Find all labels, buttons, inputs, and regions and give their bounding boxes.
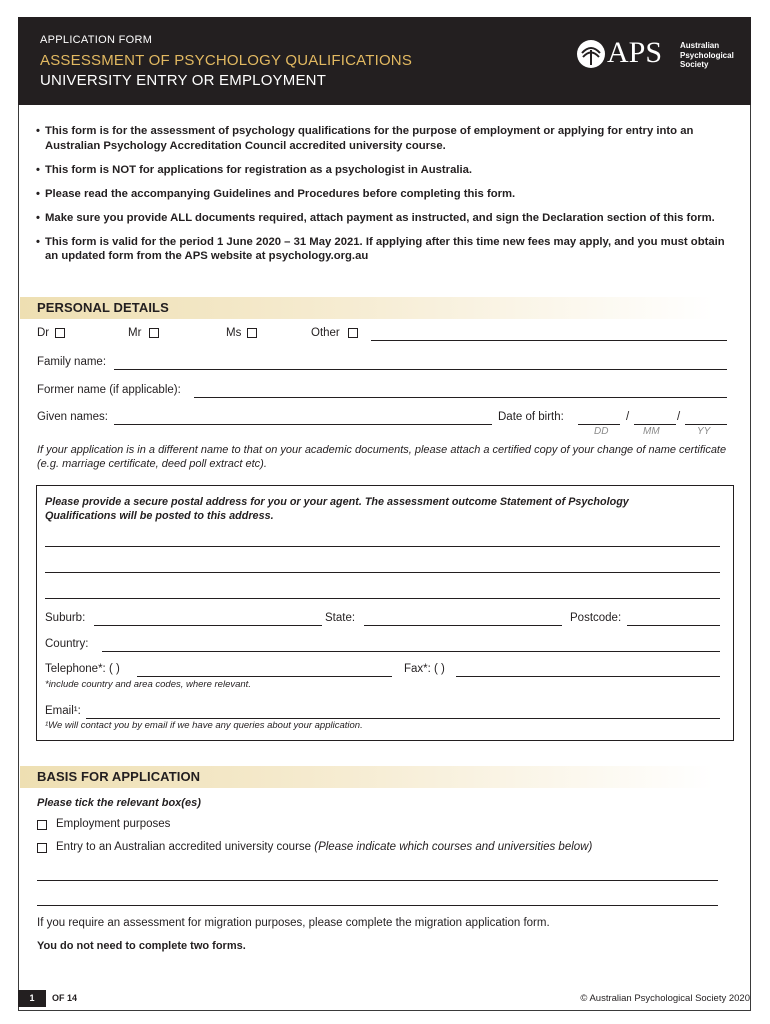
- address-line-1[interactable]: [45, 546, 720, 547]
- dob-year-field[interactable]: [685, 424, 727, 425]
- instruction-item: • Please read the accompanying Guidelines and Procedures before completing this form.: [36, 187, 516, 200]
- given-names-field[interactable]: [114, 424, 492, 425]
- title-other-checkbox[interactable]: [348, 328, 358, 338]
- migration-note: If you require an assessment for migration purposes, please complete the migration application form.: [37, 917, 550, 929]
- address-line-3[interactable]: [45, 598, 720, 599]
- form-title: ASSESSMENT OF PSYCHOLOGY QUALIFICATIONS: [40, 52, 413, 69]
- former-name-field[interactable]: [194, 397, 727, 398]
- former-name-label: Former name (if applicable):: [37, 384, 181, 396]
- title-mr-label: Mr: [128, 327, 142, 339]
- address-intro: Please provide a secure postal address for you or your agent. The assessment outcome Statement of Psychology Qualifications will be posted to this address.: [45, 496, 629, 522]
- title-dr-checkbox[interactable]: [55, 328, 65, 338]
- name-change-note: If your application is in a different name to that on your academic documents, please attach a certified copy of your change of name certificate (e.g. marriage certificate, deed poll extract etc).: [37, 444, 727, 470]
- title-ms-checkbox[interactable]: [247, 328, 257, 338]
- employment-checkbox[interactable]: [37, 820, 47, 830]
- no-two-forms-note: You do not need to complete two forms.: [37, 940, 246, 952]
- tick-instruction: Please tick the relevant box(es): [37, 797, 201, 809]
- aps-logo: [576, 37, 746, 73]
- page-number: 1: [18, 990, 46, 1007]
- section-basis-for-application: [20, 766, 750, 788]
- employment-label: Employment purposes: [56, 818, 171, 830]
- state-label: State:: [325, 612, 356, 624]
- form-type-label: APPLICATION FORM: [40, 34, 153, 46]
- dob-month-hint: MM: [643, 426, 660, 437]
- postal-address-box: [36, 485, 734, 741]
- suburb-field[interactable]: [94, 625, 322, 626]
- instruction-item: • This form is NOT for applications for registration as a psychologist in Australia.: [36, 163, 473, 176]
- form-subtitle: UNIVERSITY ENTRY OR EMPLOYMENT: [40, 72, 327, 89]
- address-line-2[interactable]: [45, 572, 720, 573]
- postcode-label: Postcode:: [570, 612, 622, 624]
- section-title: PERSONAL DETAILS: [37, 300, 169, 315]
- logo-subtext: Australian Psychological Society: [680, 41, 734, 69]
- phone-note: *include country and area codes, where relevant.: [45, 679, 251, 690]
- family-name-field[interactable]: [114, 369, 727, 370]
- postcode-field[interactable]: [627, 625, 720, 626]
- family-name-label: Family name:: [37, 356, 107, 368]
- title-mr-checkbox[interactable]: [149, 328, 159, 338]
- email-label: Email¹:: [45, 705, 81, 717]
- instruction-item: • Make sure you provide ALL documents required, attach payment as instructed, and sign the Declaration section of this form.: [36, 211, 715, 224]
- dob-year-hint: YY: [697, 426, 711, 437]
- suburb-label: Suburb:: [45, 612, 86, 624]
- given-names-label: Given names:: [37, 411, 108, 423]
- instructions-list: [36, 124, 736, 273]
- title-ms-label: Ms: [226, 327, 242, 339]
- country-label: Country:: [45, 638, 89, 650]
- courses-line-1[interactable]: [37, 880, 718, 881]
- dob-separator: /: [677, 411, 681, 423]
- fax-label: Fax*: ( ): [404, 663, 445, 675]
- page-total: OF 14: [52, 993, 78, 1003]
- dob-day-hint: DD: [594, 426, 609, 437]
- form-header: [18, 17, 751, 105]
- dob-month-field[interactable]: [634, 424, 676, 425]
- instruction-item: • This form is for the assessment of psychology qualifications for the purpose of employment or applying for entry into an Australian Psychology Accreditation Council accredited university course.: [36, 125, 694, 152]
- university-entry-checkbox[interactable]: [37, 843, 47, 853]
- title-other-field[interactable]: [371, 340, 727, 341]
- aps-emblem-icon: [576, 39, 606, 69]
- logo-wordmark: APS: [607, 36, 663, 69]
- copyright: © Australian Psychological Society 2020: [580, 993, 750, 1004]
- state-field[interactable]: [364, 625, 562, 626]
- dob-label: Date of birth:: [498, 411, 564, 423]
- title-other-label: Other: [311, 327, 340, 339]
- courses-line-2[interactable]: [37, 905, 718, 906]
- section-personal-details: [20, 297, 750, 319]
- fax-field[interactable]: [456, 676, 720, 677]
- telephone-field[interactable]: [137, 676, 392, 677]
- title-dr-label: Dr: [37, 327, 50, 339]
- email-field[interactable]: [86, 718, 720, 719]
- instruction-item: • This form is valid for the period 1 June 2020 – 31 May 2021. If applying after this time new fees may apply, and you must obtain an updated form from the APS website at psychology.org.au: [36, 235, 725, 262]
- section-title: BASIS FOR APPLICATION: [37, 769, 201, 784]
- email-note: ¹We will contact you by email if we have any queries about your application.: [45, 720, 363, 731]
- dob-day-field[interactable]: [578, 424, 620, 425]
- telephone-label: Telephone*: ( ): [45, 663, 120, 675]
- university-entry-label: Entry to an Australian accredited university course (Please indicate which courses and universities below): [56, 841, 593, 853]
- dob-separator: /: [626, 411, 630, 423]
- country-field[interactable]: [102, 651, 720, 652]
